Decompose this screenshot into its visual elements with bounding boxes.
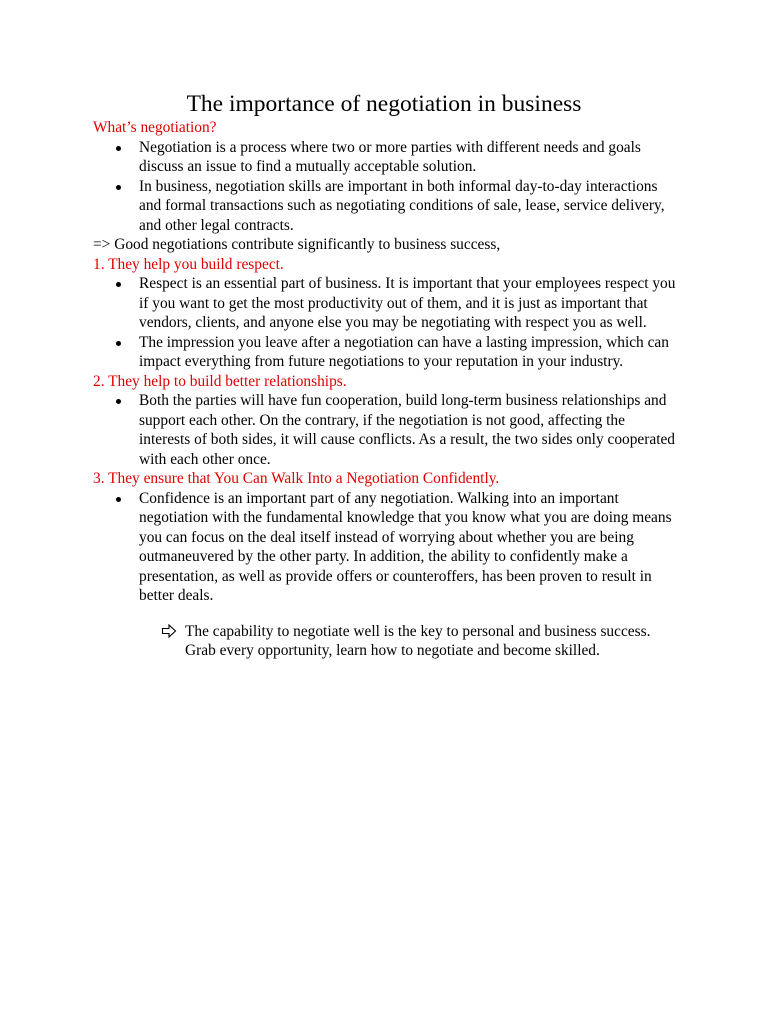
document-title: The importance of negotiation in business — [186, 91, 582, 117]
section-heading-confidence: 3. They ensure that You Can Walk Into a Negotiation Confidently. — [93, 470, 500, 487]
outline-right-arrow-icon — [161, 623, 177, 639]
bullet-dot-icon — [116, 341, 121, 346]
relationships-bullet-list — [93, 391, 693, 469]
bullet-text: Confidence is an important part of any negotiation. Walking into an important negotiation with the fundamental knowledge that you know what you are doing means you can focus on the deal itself instead of worrying about whether you are being outmaneuvered by the other party. In addition, the ability to confidently make a presentation, as well as provide offers or counteroffers, has been proven to result in better deals. — [139, 489, 672, 604]
bullet-text: Respect is an essential part of business. It is important that your employees respect you if you want to get the most productivity out of them, and it is just as important that vendors, clients, and anyone else you may be negotiating with respect you as well. — [139, 275, 676, 331]
list-item — [139, 391, 679, 469]
bullet-dot-icon — [116, 185, 121, 190]
conclusion-text: The capability to negotiate well is the key to personal and business success. Grab every opportunity, learn how to negotiate and become skilled. — [185, 622, 651, 659]
confidence-bullet-list — [93, 489, 693, 606]
section-heading-intro: What’s negotiation? — [93, 119, 217, 136]
bullet-text: Both the parties will have fun cooperation, build long-term business relationships and support each other. On the contrary, if the negotiation is not good, affecting the interests of both sides, it will cause conflicts. As a result, the two sides only cooperated with each other once. — [139, 392, 675, 468]
section-heading-respect: 1. They help you build respect. — [93, 255, 284, 273]
list-item — [139, 138, 679, 177]
bullet-text: Negotiation is a process where two or more parties with different needs and goals discuss an issue to find a mutually acceptable solution. — [139, 138, 641, 175]
bullet-text: The impression you leave after a negotiation can have a lasting impression, which can impact everything from future negotiations to your reputation in your industry. — [139, 333, 669, 370]
respect-bullet-list — [93, 274, 693, 372]
bullet-dot-icon — [116, 282, 121, 287]
list-item — [139, 333, 679, 372]
summary-line: => Good negotiations contribute significantly to business success, — [93, 236, 501, 253]
bullet-dot-icon — [116, 399, 121, 404]
document-body — [93, 118, 693, 661]
list-item — [139, 177, 679, 236]
conclusion-paragraph — [93, 622, 685, 661]
intro-bullet-list — [93, 138, 693, 236]
bullet-dot-icon — [116, 497, 121, 502]
list-item — [139, 274, 679, 333]
section-heading-relationships: 2. They help to build better relationships. — [93, 372, 347, 390]
bullet-text: In business, negotiation skills are important in both informal day-to-day interactions and formal transactions such as negotiating conditions of sale, lease, service delivery, and other legal contracts. — [139, 177, 665, 234]
list-item — [139, 489, 679, 606]
bullet-dot-icon — [116, 146, 121, 151]
